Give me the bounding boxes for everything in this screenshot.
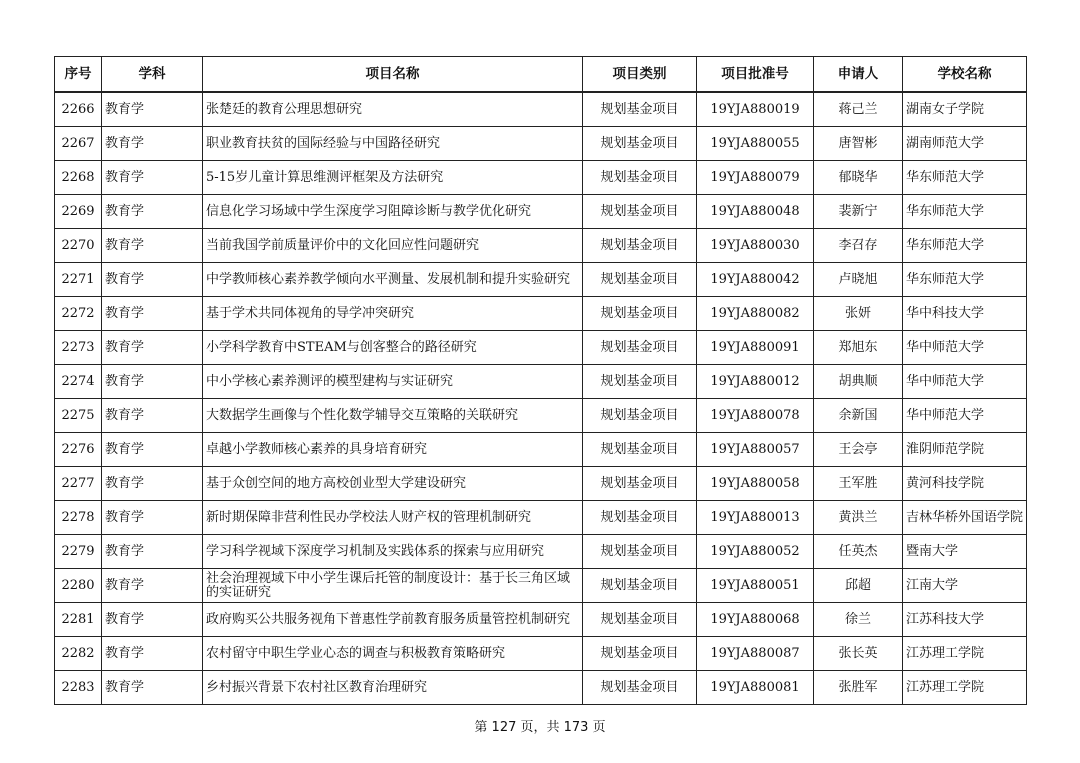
subject-cell: 教育学 [102, 603, 203, 637]
subject-cell: 教育学 [102, 331, 203, 365]
school-cell: 华中科技大学 [903, 297, 1027, 331]
page-footer: 第 127 页，共 173 页 [474, 720, 606, 735]
table-row [55, 569, 1027, 603]
applicant-cell: 王军胜 [814, 467, 903, 501]
applicant-cell: 任英杰 [814, 535, 903, 569]
subject-cell: 教育学 [102, 92, 203, 127]
approval-number-cell: 19YJA880091 [697, 331, 814, 365]
column-header-code: 项目批准号 [697, 57, 814, 93]
school-cell: 暨南大学 [903, 535, 1027, 569]
table-header-row [55, 57, 1027, 93]
table-row [55, 535, 1027, 569]
applicant-cell: 郑旭东 [814, 331, 903, 365]
project-title-cell: 中学教师核心素养教学倾向水平测量、发展机制和提升实验研究 [203, 263, 583, 297]
column-header-applicant: 申请人 [814, 57, 903, 93]
project-type-cell: 规划基金项目 [583, 297, 697, 331]
row-number: 2278 [55, 501, 102, 535]
project-type-cell: 规划基金项目 [583, 603, 697, 637]
project-title-cell: 中小学核心素养测评的模型建构与实证研究 [203, 365, 583, 399]
row-number: 2268 [55, 161, 102, 195]
approval-number-cell: 19YJA880078 [697, 399, 814, 433]
row-number: 2277 [55, 467, 102, 501]
project-title-cell: 信息化学习场域中学生深度学习阻障诊断与教学优化研究 [203, 195, 583, 229]
applicant-cell: 卢晓旭 [814, 263, 903, 297]
project-type-cell: 规划基金项目 [583, 92, 697, 127]
subject-cell: 教育学 [102, 569, 203, 603]
applicant-cell: 郁晓华 [814, 161, 903, 195]
row-number: 2273 [55, 331, 102, 365]
row-number: 2266 [55, 92, 102, 127]
project-title-cell: 政府购买公共服务视角下普惠性学前教育服务质量管控机制研究 [203, 603, 583, 637]
row-number: 2275 [55, 399, 102, 433]
project-type-cell: 规划基金项目 [583, 127, 697, 161]
project-title-cell: 张楚廷的教育公理思想研究 [203, 92, 583, 127]
row-number: 2274 [55, 365, 102, 399]
subject-cell: 教育学 [102, 501, 203, 535]
project-type-cell: 规划基金项目 [583, 569, 697, 603]
project-type-cell: 规划基金项目 [583, 195, 697, 229]
approval-number-cell: 19YJA880019 [697, 92, 814, 127]
table-row [55, 365, 1027, 399]
column-header-title: 项目名称 [203, 57, 583, 93]
row-number: 2270 [55, 229, 102, 263]
school-cell: 华东师范大学 [903, 161, 1027, 195]
table-row [55, 195, 1027, 229]
school-cell: 淮阴师范学院 [903, 433, 1027, 467]
project-title-cell: 卓越小学教师核心素养的具身培育研究 [203, 433, 583, 467]
table-body [55, 92, 1027, 705]
project-type-cell: 规划基金项目 [583, 263, 697, 297]
project-type-cell: 规划基金项目 [583, 433, 697, 467]
table-row [55, 229, 1027, 263]
applicant-cell: 王会亭 [814, 433, 903, 467]
table-row [55, 297, 1027, 331]
subject-cell: 教育学 [102, 229, 203, 263]
approval-number-cell: 19YJA880052 [697, 535, 814, 569]
project-title-cell: 当前我国学前质量评价中的文化回应性问题研究 [203, 229, 583, 263]
project-title-cell: 5-15岁儿童计算思维测评框架及方法研究 [203, 161, 583, 195]
subject-cell: 教育学 [102, 263, 203, 297]
subject-cell: 教育学 [102, 127, 203, 161]
subject-cell: 教育学 [102, 467, 203, 501]
grant-project-table [54, 56, 1027, 705]
row-number: 2283 [55, 671, 102, 705]
table-row [55, 603, 1027, 637]
applicant-cell: 张长英 [814, 637, 903, 671]
applicant-cell: 唐智彬 [814, 127, 903, 161]
table-row [55, 671, 1027, 705]
school-cell: 黄河科技学院 [903, 467, 1027, 501]
project-type-cell: 规划基金项目 [583, 467, 697, 501]
row-number: 2272 [55, 297, 102, 331]
table-row [55, 331, 1027, 365]
table-row [55, 263, 1027, 297]
column-header-subject: 学科 [102, 57, 203, 93]
row-number: 2267 [55, 127, 102, 161]
school-cell: 江南大学 [903, 569, 1027, 603]
approval-number-cell: 19YJA880048 [697, 195, 814, 229]
school-cell: 湖南女子学院 [903, 92, 1027, 127]
approval-number-cell: 19YJA880082 [697, 297, 814, 331]
project-type-cell: 规划基金项目 [583, 637, 697, 671]
row-number: 2281 [55, 603, 102, 637]
subject-cell: 教育学 [102, 433, 203, 467]
approval-number-cell: 19YJA880030 [697, 229, 814, 263]
row-number: 2276 [55, 433, 102, 467]
subject-cell: 教育学 [102, 161, 203, 195]
row-number: 2269 [55, 195, 102, 229]
project-title-cell: 学习科学视域下深度学习机制及实践体系的探索与应用研究 [203, 535, 583, 569]
subject-cell: 教育学 [102, 297, 203, 331]
table-row [55, 467, 1027, 501]
row-number: 2271 [55, 263, 102, 297]
subject-cell: 教育学 [102, 535, 203, 569]
project-title-cell: 职业教育扶贫的国际经验与中国路径研究 [203, 127, 583, 161]
project-title-cell: 基于学术共同体视角的导学冲突研究 [203, 297, 583, 331]
table-row [55, 161, 1027, 195]
table-row [55, 399, 1027, 433]
subject-cell: 教育学 [102, 399, 203, 433]
project-type-cell: 规划基金项目 [583, 399, 697, 433]
approval-number-cell: 19YJA880012 [697, 365, 814, 399]
school-cell: 江苏科技大学 [903, 603, 1027, 637]
approval-number-cell: 19YJA880051 [697, 569, 814, 603]
approval-number-cell: 19YJA880087 [697, 637, 814, 671]
school-cell: 华中师范大学 [903, 365, 1027, 399]
project-title-cell: 社会治理视域下中小学生课后托管的制度设计：基于长三角区域的实证研究 [203, 569, 583, 603]
table-row [55, 637, 1027, 671]
applicant-cell: 邱超 [814, 569, 903, 603]
approval-number-cell: 19YJA880042 [697, 263, 814, 297]
row-number: 2279 [55, 535, 102, 569]
column-header-type: 项目类别 [583, 57, 697, 93]
project-title-cell: 农村留守中职生学业心态的调查与积极教育策略研究 [203, 637, 583, 671]
project-title-cell: 乡村振兴背景下农村社区教育治理研究 [203, 671, 583, 705]
row-number: 2280 [55, 569, 102, 603]
school-cell: 湖南师范大学 [903, 127, 1027, 161]
subject-cell: 教育学 [102, 195, 203, 229]
applicant-cell: 黄洪兰 [814, 501, 903, 535]
school-cell: 吉林华桥外国语学院 [903, 501, 1027, 535]
applicant-cell: 张胜军 [814, 671, 903, 705]
school-cell: 江苏理工学院 [903, 671, 1027, 705]
subject-cell: 教育学 [102, 365, 203, 399]
project-title-cell: 大数据学生画像与个性化数学辅导交互策略的关联研究 [203, 399, 583, 433]
table-row [55, 501, 1027, 535]
project-type-cell: 规划基金项目 [583, 365, 697, 399]
project-title-cell: 基于众创空间的地方高校创业型大学建设研究 [203, 467, 583, 501]
approval-number-cell: 19YJA880055 [697, 127, 814, 161]
row-number: 2282 [55, 637, 102, 671]
approval-number-cell: 19YJA880079 [697, 161, 814, 195]
project-title-cell: 新时期保障非营利性民办学校法人财产权的管理机制研究 [203, 501, 583, 535]
project-type-cell: 规划基金项目 [583, 535, 697, 569]
applicant-cell: 蒋己兰 [814, 92, 903, 127]
project-type-cell: 规划基金项目 [583, 671, 697, 705]
approval-number-cell: 19YJA880013 [697, 501, 814, 535]
school-cell: 华中师范大学 [903, 399, 1027, 433]
project-title-cell: 小学科学教育中STEAM与创客整合的路径研究 [203, 331, 583, 365]
table-row [55, 433, 1027, 467]
column-header-no: 序号 [55, 57, 102, 93]
school-cell: 华中师范大学 [903, 331, 1027, 365]
approval-number-cell: 19YJA880058 [697, 467, 814, 501]
project-type-cell: 规划基金项目 [583, 229, 697, 263]
column-header-school: 学校名称 [903, 57, 1027, 93]
table-row [55, 92, 1027, 127]
project-type-cell: 规划基金项目 [583, 501, 697, 535]
applicant-cell: 李召存 [814, 229, 903, 263]
applicant-cell: 张妍 [814, 297, 903, 331]
school-cell: 江苏理工学院 [903, 637, 1027, 671]
applicant-cell: 徐兰 [814, 603, 903, 637]
applicant-cell: 胡典顺 [814, 365, 903, 399]
subject-cell: 教育学 [102, 637, 203, 671]
project-type-cell: 规划基金项目 [583, 331, 697, 365]
table-row [55, 127, 1027, 161]
applicant-cell: 裴新宁 [814, 195, 903, 229]
school-cell: 华东师范大学 [903, 229, 1027, 263]
subject-cell: 教育学 [102, 671, 203, 705]
applicant-cell: 余新国 [814, 399, 903, 433]
project-type-cell: 规划基金项目 [583, 161, 697, 195]
school-cell: 华东师范大学 [903, 263, 1027, 297]
approval-number-cell: 19YJA880081 [697, 671, 814, 705]
approval-number-cell: 19YJA880057 [697, 433, 814, 467]
school-cell: 华东师范大学 [903, 195, 1027, 229]
approval-number-cell: 19YJA880068 [697, 603, 814, 637]
